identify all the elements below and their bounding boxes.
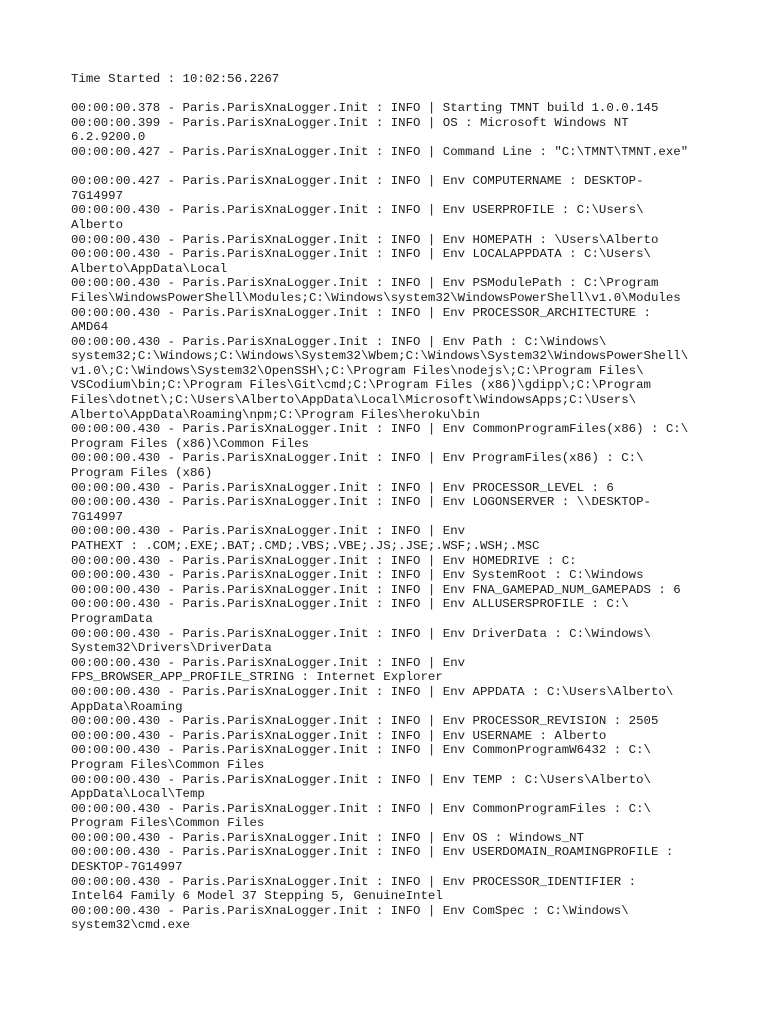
log-line: 00:00:00.430 - Paris.ParisXnaLogger.Init : INFO | Env LOCALAPPDATA : C:\Users\ <box>71 247 651 262</box>
blank-line <box>71 160 711 175</box>
log-line: system32\cmd.exe <box>71 918 190 933</box>
log-line: AppData\Roaming <box>71 699 183 714</box>
log-line: Program Files\Common Files <box>71 816 265 831</box>
log-line: 00:00:00.430 - Paris.ParisXnaLogger.Init : INFO | Env USERPROFILE : C:\Users\ <box>71 203 644 218</box>
log-line: 7G14997 <box>71 509 124 524</box>
log-line: 00:00:00.430 - Paris.ParisXnaLogger.Init : INFO | Env CommonProgramW6432 : C:\ <box>71 743 651 758</box>
time-started-line: Time Started : 10:02:56.2267 <box>71 72 280 86</box>
log-line: 00:00:00.430 - Paris.ParisXnaLogger.Init : INFO | Env PROCESSOR_ARCHITECTURE : <box>71 305 651 320</box>
log-line: v1.0\;C:\Windows\System32\OpenSSH\;C:\Program Files\nodejs\;C:\Program Files\ <box>71 363 644 378</box>
log-line: 00:00:00.430 - Paris.ParisXnaLogger.Init : INFO | Env ComSpec : C:\Windows\ <box>71 903 629 918</box>
log-line: 00:00:00.430 - Paris.ParisXnaLogger.Init : INFO | Env <box>71 524 466 539</box>
log-line: 00:00:00.430 - Paris.ParisXnaLogger.Init : INFO | Env DriverData : C:\Windows\ <box>71 626 651 641</box>
log-line: Files\WindowsPowerShell\Modules;C:\Windows\system32\WindowsPowerShell\v1.0\Modules <box>71 290 681 305</box>
log-line: 00:00:00.430 - Paris.ParisXnaLogger.Init : INFO | Env FNA_GAMEPAD_NUM_GAMEPADS : 6 <box>71 582 681 597</box>
log-line: 00:00:00.430 - Paris.ParisXnaLogger.Init : INFO | Env CommonProgramFiles(x86) : C:\ <box>71 422 689 437</box>
log-line: 00:00:00.430 - Paris.ParisXnaLogger.Init : INFO | Env USERDOMAIN_ROAMINGPROFILE : <box>71 845 674 860</box>
log-line: 00:00:00.430 - Paris.ParisXnaLogger.Init : INFO | Env HOMEDRIVE : C: <box>71 553 577 568</box>
log-line: 00:00:00.427 - Paris.ParisXnaLogger.Init : INFO | Env COMPUTERNAME : DESKTOP- <box>71 174 644 189</box>
log-line: Program Files\Common Files <box>71 757 265 772</box>
log-line: VSCodium\bin;C:\Program Files\Git\cmd;C:\Program Files (x86)\gdipp\;C:\Program <box>71 378 651 393</box>
log-line: 00:00:00.430 - Paris.ParisXnaLogger.Init : INFO | Env TEMP : C:\Users\Alberto\ <box>71 772 651 787</box>
log-line: 00:00:00.430 - Paris.ParisXnaLogger.Init : INFO | Env PROCESSOR_LEVEL : 6 <box>71 480 614 495</box>
log-line: 00:00:00.430 - Paris.ParisXnaLogger.Init : INFO | Env ALLUSERSPROFILE : C:\ <box>71 597 629 612</box>
blank-line <box>71 87 711 102</box>
log-line: 00:00:00.430 - Paris.ParisXnaLogger.Init : INFO | Env LOGONSERVER : \\DESKTOP- <box>71 495 651 510</box>
log-line: 00:00:00.430 - Paris.ParisXnaLogger.Init : INFO | Env PROCESSOR_IDENTIFIER : <box>71 874 637 889</box>
log-line: 00:00:00.430 - Paris.ParisXnaLogger.Init : INFO | Env CommonProgramFiles : C:\ <box>71 801 651 816</box>
log-line: DESKTOP-7G14997 <box>71 860 183 875</box>
log-line: 00:00:00.430 - Paris.ParisXnaLogger.Init : INFO | Env APPDATA : C:\Users\Alberto\ <box>71 684 674 699</box>
log-line: 00:00:00.430 - Paris.ParisXnaLogger.Init : INFO | Env OS : Windows_NT <box>71 830 585 845</box>
log-line: 00:00:00.430 - Paris.ParisXnaLogger.Init : INFO | Env HOMEPATH : \Users\Alberto <box>71 232 659 247</box>
log-line: 00:00:00.378 - Paris.ParisXnaLogger.Init : INFO | Starting TMNT build 1.0.0.145 <box>71 101 659 116</box>
log-line: Intel64 Family 6 Model 37 Stepping 5, GenuineIntel <box>71 889 443 904</box>
log-line: 00:00:00.427 - Paris.ParisXnaLogger.Init : INFO | Command Line : "C:\TMNT\TMNT.exe" <box>71 144 689 159</box>
log-line: 00:00:00.430 - Paris.ParisXnaLogger.Init : INFO | Env ProgramFiles(x86) : C:\ <box>71 451 644 466</box>
log-line: 00:00:00.430 - Paris.ParisXnaLogger.Init : INFO | Env PSModulePath : C:\Program <box>71 276 659 291</box>
log-line: Alberto\AppData\Local <box>71 261 228 276</box>
log-line: Alberto <box>71 217 124 232</box>
log-line: 7G14997 <box>71 188 124 203</box>
log-line: Files\dotnet\;C:\Users\Alberto\AppData\Local\Microsoft\WindowsApps;C:\Users\ <box>71 393 637 408</box>
log-line: system32;C:\Windows;C:\Windows\System32\Wbem;C:\Windows\System32\WindowsPowerShell\ <box>71 349 689 364</box>
log-line: 00:00:00.430 - Paris.ParisXnaLogger.Init : INFO | Env <box>71 655 466 670</box>
log-line: 00:00:00.430 - Paris.ParisXnaLogger.Init : INFO | Env Path : C:\Windows\ <box>71 334 607 349</box>
log-line: Program Files (x86)\Common Files <box>71 436 309 451</box>
log-line: Program Files (x86) <box>71 466 213 481</box>
log-line: ProgramData <box>71 611 153 626</box>
log-line: 00:00:00.430 - Paris.ParisXnaLogger.Init : INFO | Env SystemRoot : C:\Windows <box>71 568 644 583</box>
log-line: AppData\Local\Temp <box>71 787 205 802</box>
log-line: 00:00:00.430 - Paris.ParisXnaLogger.Init : INFO | Env USERNAME : Alberto <box>71 728 607 743</box>
log-line: 6.2.9200.0 <box>71 130 146 145</box>
log-line: AMD64 <box>71 320 109 335</box>
log-line: PATHEXT : .COM;.EXE;.BAT;.CMD;.VBS;.VBE;.JS;.JSE;.WSF;.WSH;.MSC <box>71 539 540 553</box>
log-line: 00:00:00.399 - Paris.ParisXnaLogger.Init : INFO | OS : Microsoft Windows NT <box>71 115 629 130</box>
log-line: FPS_BROWSER_APP_PROFILE_STRING : Internet Explorer <box>71 670 443 685</box>
log-line: System32\Drivers\DriverData <box>71 641 272 656</box>
log-document <box>71 72 711 933</box>
log-line: 00:00:00.430 - Paris.ParisXnaLogger.Init : INFO | Env PROCESSOR_REVISION : 2505 <box>71 714 659 729</box>
log-line: Alberto\AppData\Roaming\npm;C:\Program Files\heroku\bin <box>71 407 480 422</box>
